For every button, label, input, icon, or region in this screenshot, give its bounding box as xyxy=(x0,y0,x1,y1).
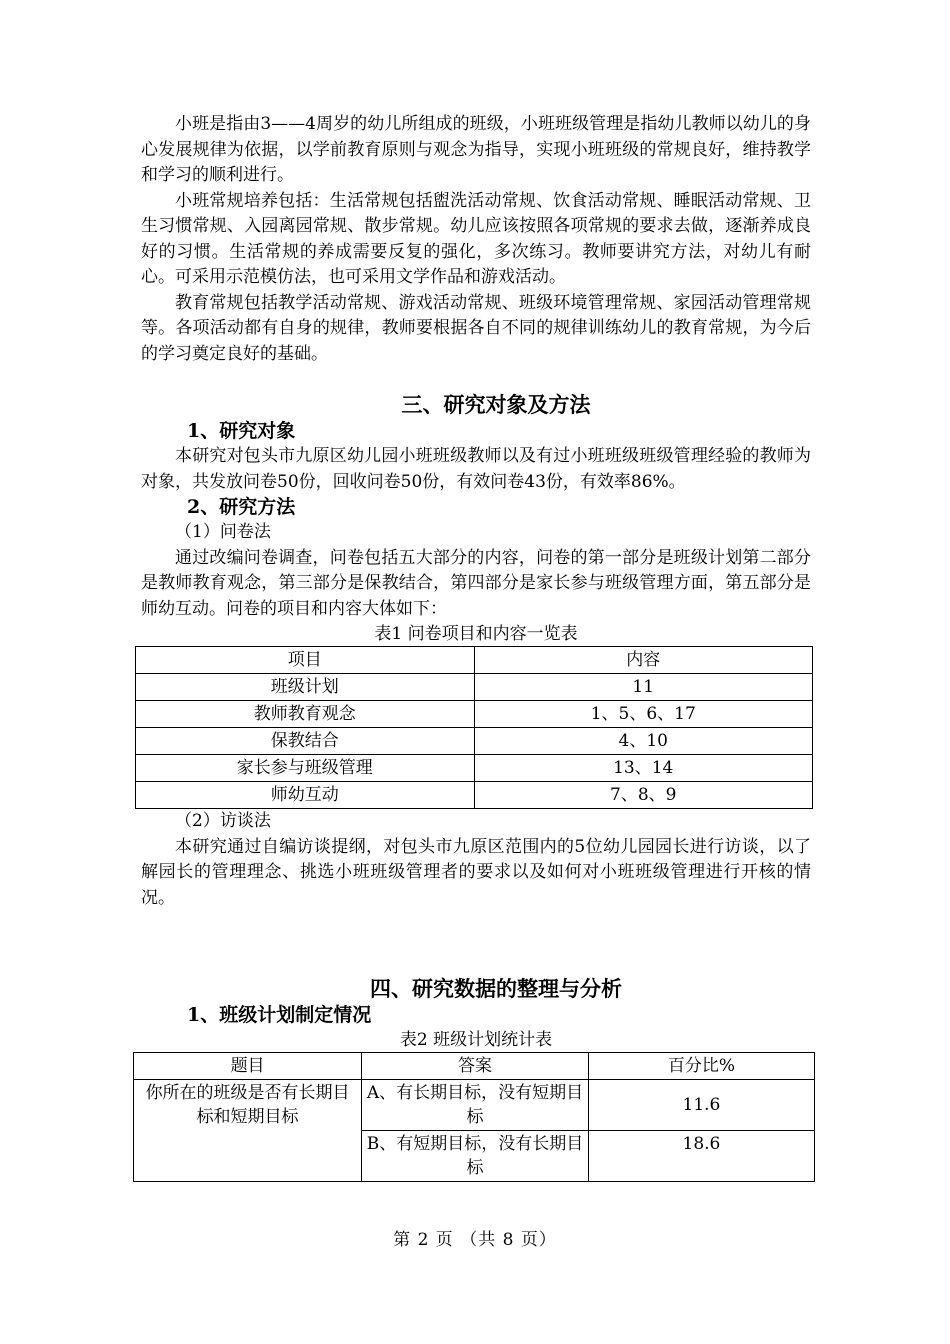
table1-cell: 11 xyxy=(474,674,813,701)
table2-header-row xyxy=(134,1053,815,1080)
paragraph-intro-3: 教育常规包括教学活动常规、游戏活动常规、班级环境管理常规、家园活动管理常规等。各项活动都有自身的规律，教师要根据各自不同的规律训练幼儿的教育常规，为今后的学习奠定良好的基础。 xyxy=(141,292,811,364)
table2 xyxy=(133,1052,815,1182)
table1-cell: 13、14 xyxy=(474,755,813,782)
method-questionnaire-label: （1）问卷法 xyxy=(175,522,271,542)
table1-cell: 班级计划 xyxy=(136,674,475,701)
table2-answer-cell: A、有长期目标，没有短期目标 xyxy=(362,1080,589,1131)
table1-cell: 7、8、9 xyxy=(474,782,813,809)
table-row xyxy=(136,728,813,755)
table2-percent-cell: 18.6 xyxy=(588,1131,814,1182)
table2-caption: 表2 班级计划统计表 xyxy=(399,1030,553,1050)
table1-cell: 保教结合 xyxy=(136,728,475,755)
table1-cell: 1、5、6、17 xyxy=(474,701,813,728)
table2-header-answer: 答案 xyxy=(362,1053,589,1080)
table1-cell: 4、10 xyxy=(474,728,813,755)
table2-percent-cell: 11.6 xyxy=(588,1080,814,1131)
table-row xyxy=(136,782,813,809)
table1-cell: 家长参与班级管理 xyxy=(136,755,475,782)
table1-cell: 教师教育观念 xyxy=(136,701,475,728)
table1-cell: 师幼互动 xyxy=(136,782,475,809)
method-interview-label: （2）访谈法 xyxy=(175,811,271,831)
table2-header-percent: 百分比% xyxy=(588,1053,814,1080)
table1 xyxy=(135,646,813,809)
section-3-sub1-title: 1、研究对象 xyxy=(187,420,296,442)
method-questionnaire-text: 通过改编问卷调查，问卷包括五大部分的内容，问卷的第一部分是班级计划第二部分是教师教育观念，第三部分是保教结合，第四部分是家长参与班级管理方面，第五部分是师幼互动。问卷的项目和内容大体如下： xyxy=(141,547,811,619)
table2-question-cell: 你所在的班级是否有长期目标和短期目标 xyxy=(134,1080,362,1182)
table1-header-item: 项目 xyxy=(136,647,475,674)
section-4-title: 四、研究数据的整理与分析 xyxy=(370,976,622,1001)
method-interview-text: 本研究通过自编访谈提纲，对包头市九原区范围内的5位幼儿园园长进行访谈，以了解园长的管理理念、挑选小班班级管理者的要求以及如何对小班班级管理进行开核的情况。 xyxy=(141,836,811,908)
section-3-title: 三、研究对象及方法 xyxy=(401,392,591,417)
table-row xyxy=(136,755,813,782)
table1-header-row xyxy=(136,647,813,674)
table-row xyxy=(134,1080,815,1131)
table-row xyxy=(136,674,813,701)
table2-header-question: 题目 xyxy=(134,1053,362,1080)
table-row xyxy=(136,701,813,728)
document-page xyxy=(141,112,811,1182)
table1-header-content: 内容 xyxy=(474,647,813,674)
section-3-sub1-text: 本研究对包头市九原区幼儿园小班班级教师以及有过小班班级班级管理经验的教师为对象，共发放问卷50份，回收问卷50份，有效问卷43份，有效率86%。 xyxy=(141,446,811,492)
page-footer: 第 2 页 （共 8 页） xyxy=(393,1230,557,1250)
section-3-sub2-title: 2、研究方法 xyxy=(187,496,296,518)
table1-caption: 表1 问卷项目和内容一览表 xyxy=(374,624,578,644)
paragraph-intro-2: 小班常规培养包括：生活常规包括盥洗活动常规、饮食活动常规、睡眠活动常规、卫生习惯常规、入园离园常规、散步常规。幼儿应该按照各项常规的要求去做，逐渐养成良好的习惯。生活常规的养成需要反复的强化，多次练习。教师要讲究方法，对幼儿有耐心。可采用示范模仿法，也可采用文学作品和游戏活动。 xyxy=(141,190,811,287)
section-4-sub1-title: 1、班级计划制定情况 xyxy=(187,1004,372,1026)
table2-answer-cell: B、有短期目标，没有长期目标 xyxy=(362,1131,589,1182)
paragraph-intro-1: 小班是指由3——4周岁的幼儿所组成的班级，小班班级管理是指幼儿教师以幼儿的身心发展规律为依据，以学前教育原则与观念为指导，实现小班班级的常规良好，维持教学和学习的顺利进行。 xyxy=(141,114,811,185)
